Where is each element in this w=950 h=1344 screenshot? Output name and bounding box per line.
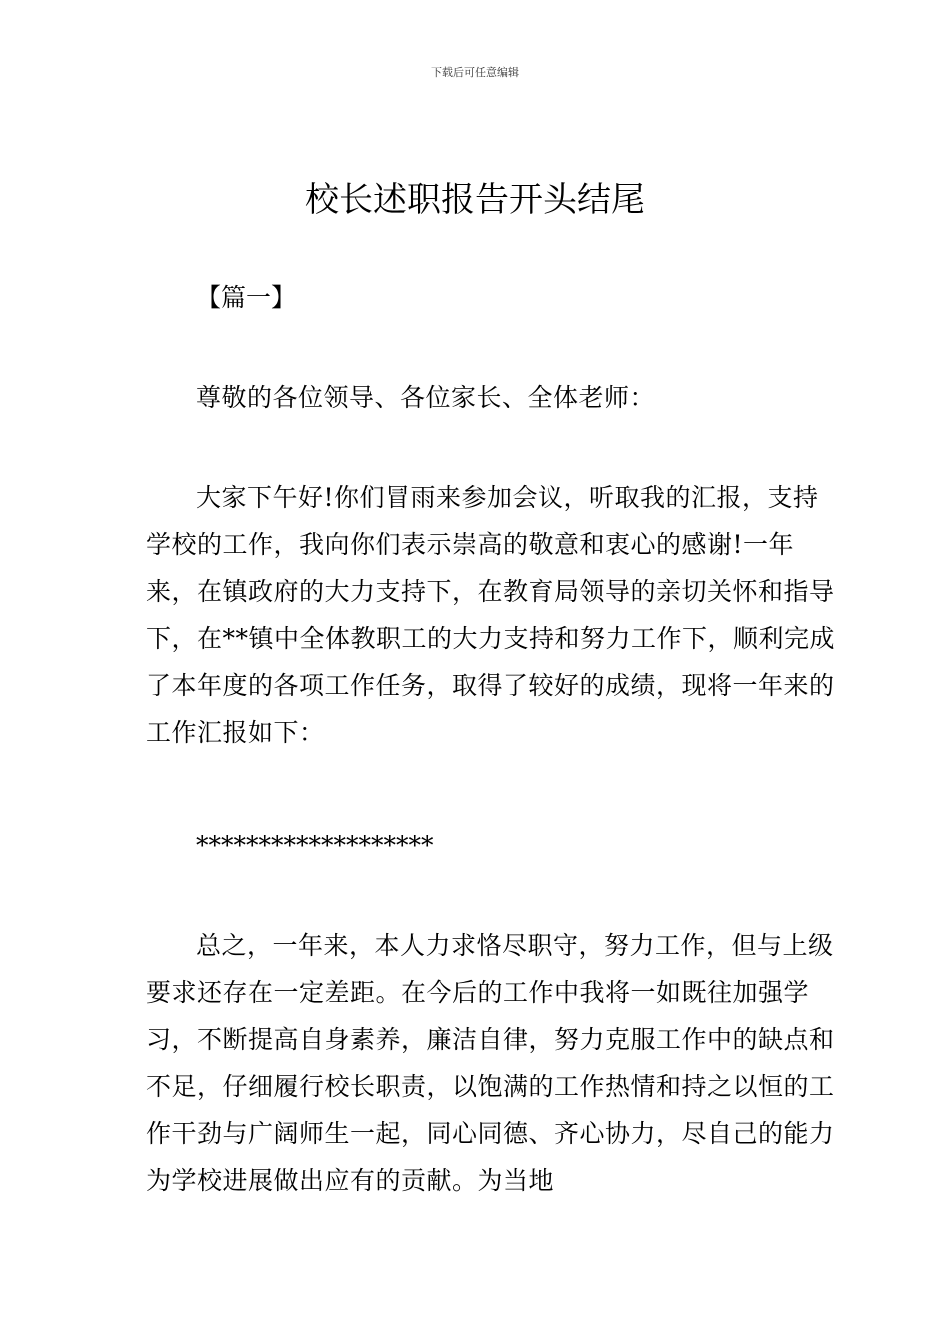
document-title: 校长述职报告开头结尾 bbox=[305, 180, 645, 220]
intro-paragraph: 大家下午好!你们冒雨来参加会议，听取我的汇报，支持学校的工作，我向你们表示崇高的敬意和衷心的感谢!一年来，在镇政府的大力支持下，在教育局领导的亲切关怀和指导下，在**镇中全体教职工的大力支持和努力工作下，顺利完成了本年度的各项工作任务，取得了较好的成绩，现将一年来的工作汇报如下： bbox=[146, 483, 836, 747]
separator-line: ******************* bbox=[196, 831, 434, 860]
section-label: 【篇一】 bbox=[196, 283, 297, 312]
conclusion-paragraph: 总之，一年来，本人力求恪尽职守，努力工作，但与上级要求还存在一定差距。在今后的工作中我将一如既往加强学习，不断提高自身素养，廉洁自律，努力克服工作中的缺点和不足，仔细履行校长职责，以饱满的工作热情和持之以恒的工作干劲与广阔师生一起，同心同德、齐心协力，尽自己的能力为学校进展做出应有的贡献。为当地 bbox=[146, 931, 835, 1195]
header-note: 下载后可任意编辑 bbox=[431, 66, 519, 79]
salutation-paragraph: 尊敬的各位领导、各位家长、全体老师： bbox=[196, 383, 656, 412]
